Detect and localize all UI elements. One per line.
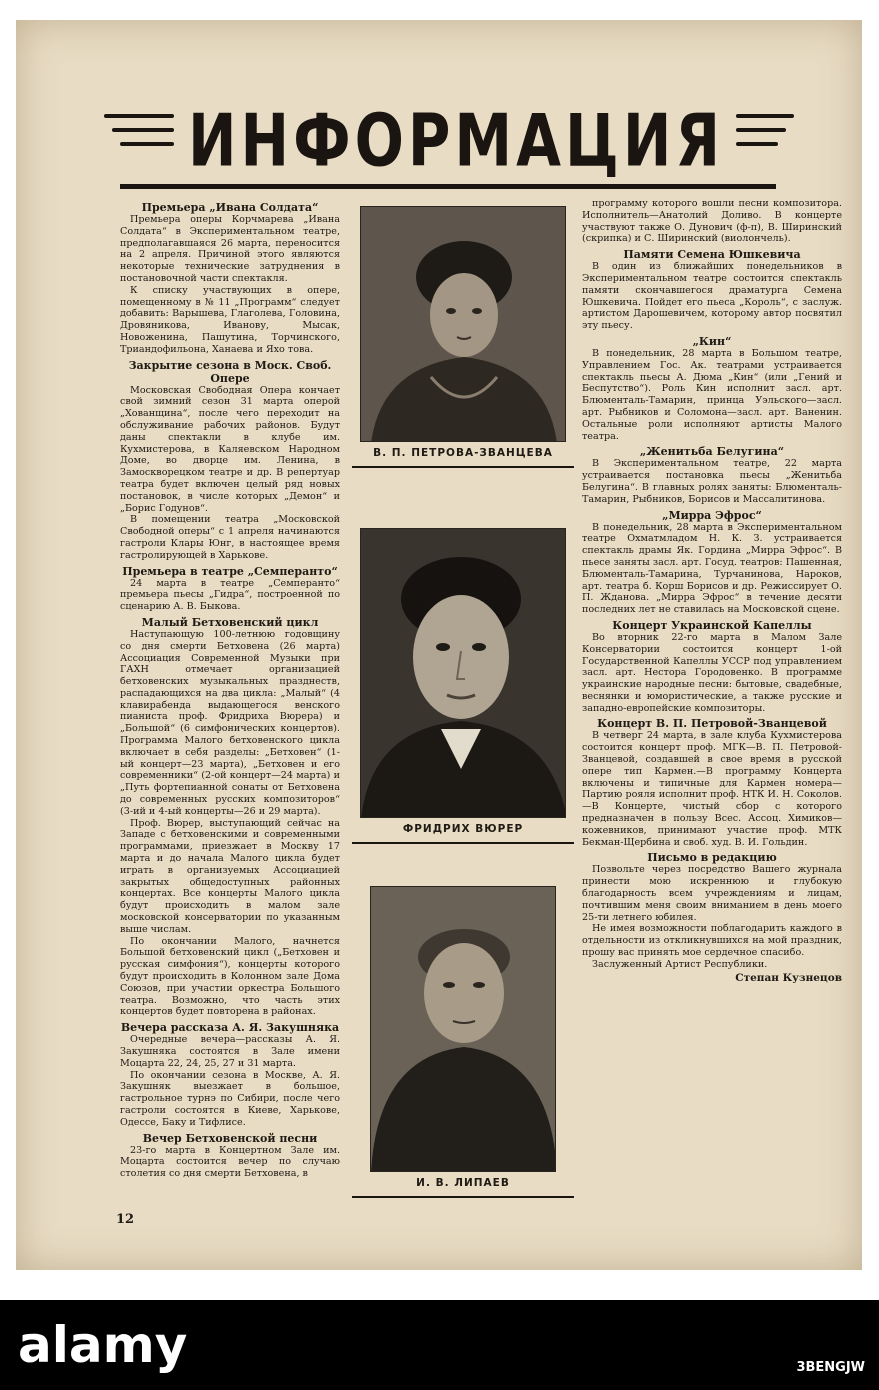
article-heading: „Кин“ bbox=[692, 334, 732, 348]
letter-signature: Степан Кузнецов bbox=[735, 971, 842, 984]
caption-rule bbox=[352, 842, 574, 844]
masthead-deco-right-1 bbox=[736, 114, 794, 118]
portrait-block bbox=[352, 886, 574, 1198]
masthead-rule bbox=[120, 184, 776, 189]
article-paragraph: Наступающую 100-летнюю годовщину со дня смерти Бетховена (26 марта) Ассоциация Современной Музыки при ГАХН отмечает организацией бетховенских музыкальных празднеств, распадающихся на два цикла: „Малый“ (4 клавирабенда выдающегося венского пианиста проф. Фридриха Вюрера) и „Большой“ (6 симфонических концертов). Программа Малого бетховенского цикла включает в себя разделы: „Бетховен“ (1-ый концерт—23 марта), „Бетховен и его современники“ (2-ой концерт—24 марта) и „Путь фортепианной сонаты от Бетховена до современных русских композиторов“ (3-ий и 4-ый концерты—26 и 29 марта). bbox=[120, 628, 340, 817]
magazine-page bbox=[16, 20, 862, 1270]
article-paragraph: Не имея возможности поблагодарить каждого в отдельности из откликнувшихся на мой праздник, прошу вас принять мое сердечное спасибо. bbox=[582, 923, 842, 959]
masthead bbox=[16, 98, 862, 198]
stock-footer-bar bbox=[0, 1300, 879, 1390]
left-column bbox=[120, 198, 340, 1180]
portrait-photo bbox=[360, 528, 566, 818]
article-paragraph: Очередные вечера—рассказы А. Я. Закушняка состоятся в Зале имени Моцарта 22, 24, 25, 27 и 31 марта. bbox=[120, 1034, 340, 1069]
portrait-block bbox=[352, 206, 574, 468]
article-paragraph: Во вторник 22-го марта в Малом Зале Консерватории состоится концерт 1-ой Государственной Капеллы УССР под управлением засл. арт. Нестора Городовенко. В программе украинские народные песни: бытовые, свадебные, веснянки и юмористические, а также русские и западно-европейские композиторы. bbox=[582, 631, 842, 714]
portrait-man-image bbox=[361, 529, 566, 818]
svg-text:alamy: alamy bbox=[18, 1316, 188, 1374]
article-paragraph: По окончании Малого, начнется Большой бетховенский цикл („Бетховен и русская симфония“), концерты которого будут происходить в Колонном зале Дома Союзов, при участии оркестра Большого театра. Возможно, что часть этих концертов будет повторена в районах. bbox=[120, 935, 340, 1018]
article-paragraph: К списку участвующих в опере, помещенному в № 11 „Программ“ следует добавить: Варышева, Глаголева, Головина, Дровяникова, Иванову, Мысак, Новоженина, Пашутина, Торчинского, Триандофильона, Ханаева и Яхо това. bbox=[120, 284, 340, 355]
article-paragraph: В один из ближайших понедельников в Экспериментальном театре состоится спектакль памяти скончавшегося драматурга Семена Юшкевича. Пойдет его пьеса „Король“, с заслуж. артистом Дарошевичем, которому автор посвятил эту пьесу. bbox=[582, 261, 842, 332]
portrait-caption: И. В. ЛИПАЕВ bbox=[416, 1177, 510, 1189]
article-paragraph: В помещении театра „Московской Свободной оперы“ с 1 апреля начинаются гастроли Клары Юнг, в настоящее время гастролирующей в Харькове. bbox=[120, 514, 340, 561]
masthead-deco-left-2 bbox=[112, 128, 174, 132]
article-heading: Закрытие сезона в Моск. Своб. Опере bbox=[128, 358, 332, 385]
article-heading: Малый Бетховенский цикл bbox=[141, 615, 319, 629]
article-paragraph: Премьера оперы Корчмарева „Ивана Солдата“ в Экспериментальном театре, предполагавшаяся 26 марта, переносится на 2 апреля. Причиной этого являются некоторые технические затруднения в постановочной части спектакля. bbox=[120, 214, 340, 284]
masthead-title: ИНФОРМАЦИЯ bbox=[187, 98, 725, 183]
article-heading: Концерт Украинской Капеллы bbox=[612, 618, 812, 632]
article-paragraph: Заслуженный Артист Республики. bbox=[592, 958, 768, 970]
article-heading: „Женитьба Белугина“ bbox=[639, 445, 785, 459]
article-heading: Вечер Бетховенской песни bbox=[142, 1131, 318, 1145]
article-paragraph: программу которого вошли песни композитора. Исполнитель—Анатолий Доливо. В концерте участвуют также О. Дунович (ф-п), В. Ширинский (скрипка) и С. Ширинский (виолончель). bbox=[582, 198, 842, 245]
article-heading: Вечера рассказа А. Я. Закушняка bbox=[120, 1021, 340, 1035]
masthead-deco-right-2 bbox=[736, 128, 786, 132]
right-column bbox=[582, 198, 842, 984]
article-heading: Памяти Семена Юшкевича bbox=[623, 248, 801, 262]
caption-rule bbox=[352, 466, 574, 468]
portrait-elder-image bbox=[371, 887, 556, 1172]
article-paragraph: 24 марта в театре „Семперанто“ премьера пьесы „Гидра“, построенной по сценарию А. В. Быкова. bbox=[120, 577, 340, 613]
article-heading: Концерт В. П. Петровой-Званцевой bbox=[597, 717, 827, 731]
article-paragraph: 23-го марта в Концертном Зале им. Моцарта состоится вечер по случаю столетия со дня смерти Бетховена, в bbox=[120, 1144, 340, 1180]
article-paragraph: Проф. Вюрер, выступающий сейчас на Западе с бетховенскими и современными программами, приезжает в Москву 17 марта и до начала Малого цикла будет играть в организуемых Ассоциацией закрытых общедоступных районных концертах. Все концерты Малого цикла будут происходить в малом зале московской консерватории по указанным выше числам. bbox=[120, 817, 340, 935]
article-paragraph: В четверг 24 марта, в зале клуба Кухмистерова состоится концерт проф. МГК—В. П. Петровой-Званцевой, создавшей в свое время в русской опере тип Кармен.—В программу Концерта включены и типичные для Кармен номера—Партию рояля исполнит проф. НТК И. Н. Соколов.—В Концерте, чистый сбор с которого предназначен в пользу Всес. Ассоц. Химиков—кожевников, принимают участие проф. МТК Бекман-Щербина и своб. худ. В. И. Гольдин. bbox=[582, 730, 842, 848]
caption-rule bbox=[352, 1196, 574, 1198]
article-heading: „Мирра Эфрос“ bbox=[662, 508, 762, 522]
portrait-woman-image bbox=[361, 207, 566, 442]
portrait-photo bbox=[370, 886, 556, 1172]
article-heading: Премьера в театре „Семперанто“ bbox=[122, 564, 338, 578]
article-paragraph: Позвольте через посредство Вашего журнала принести мою искреннюю и глубокую благодарность всем учреждениям и лицам, почтившим меня своим вниманием в день моего 25-ти летнего юбилея. bbox=[582, 864, 842, 923]
article-paragraph: В Экспериментальном театре, 22 марта устраивается постановка пьесы „Женитьба Белугина“. В главных ролях заняты: Блюменталь-Тамарин, Рыбников, Борисов и Массалитинова. bbox=[582, 458, 842, 505]
stock-id: 3BENGJW bbox=[796, 1360, 865, 1375]
article-paragraph: Московская Свободная Опера кончает свой зимний сезон 31 марта оперой „Хованщина“, после чего переходит на обслуживание рабочих районов. Будут даны спектакли в клубе им. Кухмистерова, в Каляевском Народном Доме, во дворце им. Ленина, в Замоскворецком театре и др. В репертуар театра будет включен целый ряд новых постановок, в числе которых „Демон“ и „Борис Годунов“. bbox=[120, 384, 340, 514]
masthead-deco-left-3 bbox=[120, 142, 174, 146]
portrait-caption: ФРИДРИХ ВЮРЕР bbox=[402, 823, 524, 835]
article-heading: Письмо в редакцию bbox=[647, 851, 777, 865]
alamy-logo bbox=[18, 1316, 278, 1376]
article-paragraph: В понедельник, 28 марта в Экспериментальном театре Охматмладом Н. К. З. устраивается спектакль драмы Як. Гордина „Мирра Эфрос“. В пьесе заняты засл. арт. Госуд. театров: Пашенная, Блюменталь-Тамарина, Турчанинова, Нароков, арт. театра б. Корш Борисов и др. Режиссирует О. П. Жданова. „Мирра Эфрос“ в течение десяти последних лет не ставилась на Московской сцене. bbox=[582, 521, 842, 616]
page-number: 12 bbox=[116, 1212, 135, 1227]
masthead-deco-right-3 bbox=[736, 142, 778, 146]
article-paragraph: По окончании сезона в Москве, А. Я. Закушняк выезжает в большое, гастрольное турнэ по Сибири, после чего гастроли состоятся в Киеве, Харькове, Одессе, Баку и Тифлисе. bbox=[120, 1069, 340, 1128]
masthead-deco-left-1 bbox=[104, 114, 174, 118]
portrait-caption: В. П. ПЕТРОВА-ЗВАНЦЕВА bbox=[373, 447, 553, 459]
portrait-block bbox=[352, 528, 574, 844]
article-paragraph: В понедельник, 28 марта в Большом театре, Управлением Гос. Ак. театрами устраивается спектакль пьесы А. Дюма „Кин“ (или „Гений и Беспутство“). Роль Кин исполнит засл. арт. Блюменталь-Тамарин, принца Уэльского—засл. арт. Рыбников и Соломона—засл. арт. Ваненин. Остальные роли исполняют артисты Малого театра. bbox=[582, 347, 842, 442]
portrait-photo bbox=[360, 206, 566, 442]
article-heading: Премьера „Ивана Солдата“ bbox=[141, 201, 319, 214]
